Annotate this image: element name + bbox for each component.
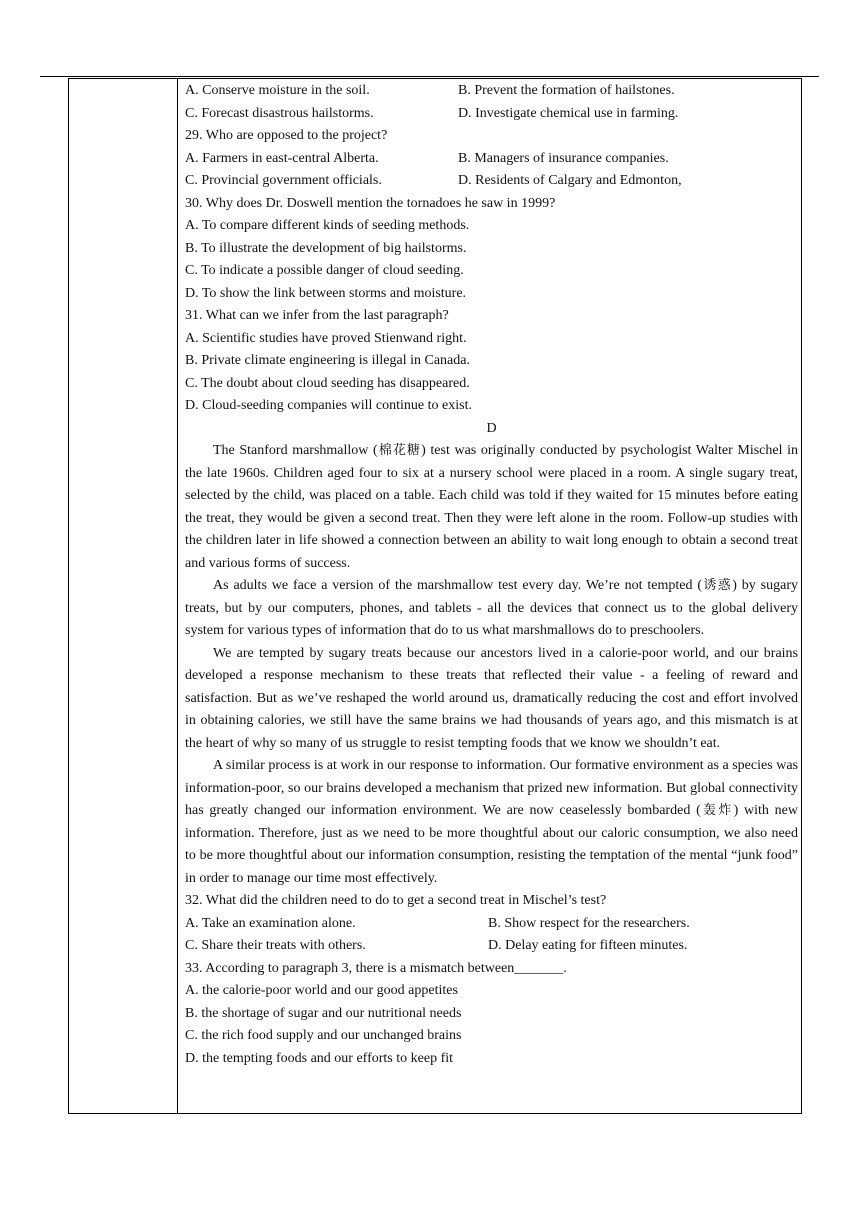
q29-options-row-1 <box>185 148 798 171</box>
q31-question: 31. What can we infer from the last paragraph? <box>185 308 449 323</box>
q32-option-c: C. Share their treats with others. <box>185 938 366 953</box>
q32-option-d: D. Delay eating for fifteen minutes. <box>488 938 688 953</box>
q30-option-b: B. To illustrate the development of big hailstorms. <box>185 240 467 256</box>
passage-p1-text-end: ) test was originally conducted by psychologist Walter Mischel in the late 1960s. Children aged four to six at a nursery school were placed in a room. A single sugary treat, selected by the child, was placed on a table. Each child was told if they waited for 15 minutes before eating the treat, they would be given a second treat. Then they were left alone in the room. Follow-up studies with the children later in life showed a connection between an ability to wait long enough to obtain a second treat and various forms of success. <box>185 443 798 571</box>
passage-p2-chinese-gloss: 诱惑 <box>702 578 733 593</box>
passage-p1-chinese-gloss: 棉花糖 <box>377 443 422 458</box>
q32-options-row-1 <box>185 913 798 936</box>
q31-option-d: D. Cloud-seeding companies will continue to exist. <box>185 398 472 413</box>
q29-question: 29. Who are opposed to the project? <box>185 128 388 143</box>
q30-question: 30. Why does Dr. Doswell mention the tornadoes he saw in 1999? <box>185 195 556 211</box>
q32-option-a: A. Take an examination alone. <box>185 915 356 931</box>
passage-p2-text-start: As adults we face a version of the marshmallow test every day. We’re not tempted ( <box>213 578 703 593</box>
passage-p4-text-end: ) with new information. Therefore, just as we need to be more thoughtful about our caloric consumption, we also need to be more thoughtful about our information consumption, resisting the temptation of the mental “junk food” in order to manage our time most effectively. <box>185 803 798 886</box>
q29-option-d: D. Residents of Calgary and Edmonton, <box>458 173 682 188</box>
q30-option-a: A. To compare different kinds of seeding methods. <box>185 218 470 233</box>
passage-p4-text-start: A similar process is at work in our response to information. Our formative environment as a species was information-poor, so our brains developed a mechanism that prized new information. But global connectivity has greatly changed our information environment. We are now ceaselessly bombarded ( <box>185 758 798 818</box>
q29-option-c: C. Provincial government officials. <box>185 173 382 188</box>
q28-option-a: A. Conserve moisture in the soil. <box>185 83 370 98</box>
q32-options-row-2 <box>185 935 798 958</box>
q31-option-a: A. Scientific studies have proved Stienwand right. <box>185 330 467 346</box>
q29-option-b: B. Managers of insurance companies. <box>458 150 669 166</box>
q33-option-b: B. the shortage of sugar and our nutritional needs <box>185 1005 462 1021</box>
q31-option-c: C. The doubt about cloud seeding has disappeared. <box>185 375 470 391</box>
q33-option-c: C. the rich food supply and our unchanged brains <box>185 1028 462 1043</box>
q33-option-d: D. the tempting foods and our efforts to keep fit <box>185 1050 454 1066</box>
section-d-heading: D <box>486 420 497 436</box>
q28-option-d: D. Investigate chemical use in farming. <box>458 105 679 121</box>
q30-option-c: C. To indicate a possible danger of cloud seeding. <box>185 263 464 278</box>
q28-options-row-2 <box>185 103 798 126</box>
q29-option-a: A. Farmers in east-central Alberta. <box>185 150 379 166</box>
q29-options-row-2 <box>185 170 798 193</box>
q28-option-c: C. Forecast disastrous hailstorms. <box>185 105 374 121</box>
exam-content <box>185 80 798 1070</box>
q33-option-a: A. the calorie-poor world and our good appetites <box>185 983 458 998</box>
q32-option-b: B. Show respect for the researchers. <box>488 915 690 931</box>
q31-option-b: B. Private climate engineering is illegal in Canada. <box>185 353 470 368</box>
passage-paragraph-1 <box>185 440 798 575</box>
q32-question: 32. What did the children need to do to get a second treat in Mischel’s test? <box>185 893 607 908</box>
passage-p4-chinese-gloss: 轰炸 <box>700 803 734 818</box>
column-divider <box>177 79 178 1113</box>
q33-question: 33. According to paragraph 3, there is a mismatch between_______. <box>185 960 567 976</box>
passage-paragraph-3: We are tempted by sugary treats because our ancestors lived in a calorie-poor world, and our brains developed a response mechanism to these treats that reflected their value - a feeling of reward and satisfaction. But as we’ve reshaped the world around us, dramatically reducing the cost and effort involved in obtaining calories, we still have the same brains we had thousands of years ago, and this mismatch is at the heart of why so many of us struggle to resist tempting foods that we know we shouldn’t eat. <box>185 645 798 751</box>
passage-paragraph-2 <box>185 575 798 643</box>
q30-option-d: D. To show the link between storms and moisture. <box>185 285 467 301</box>
header-rule <box>40 76 819 77</box>
q28-option-b: B. Prevent the formation of hailstones. <box>458 83 675 98</box>
q28-options-row-1 <box>185 80 798 103</box>
passage-p2-text-end: ) by sugary treats, but by our computers, phones, and tablets - all the devices that connect us to the global delivery system for various types of information that do to us what marshmallows do to preschoolers. <box>185 578 798 638</box>
passage-p1-text-start: The Stanford marshmallow ( <box>213 443 378 458</box>
passage-paragraph-4 <box>185 755 798 890</box>
